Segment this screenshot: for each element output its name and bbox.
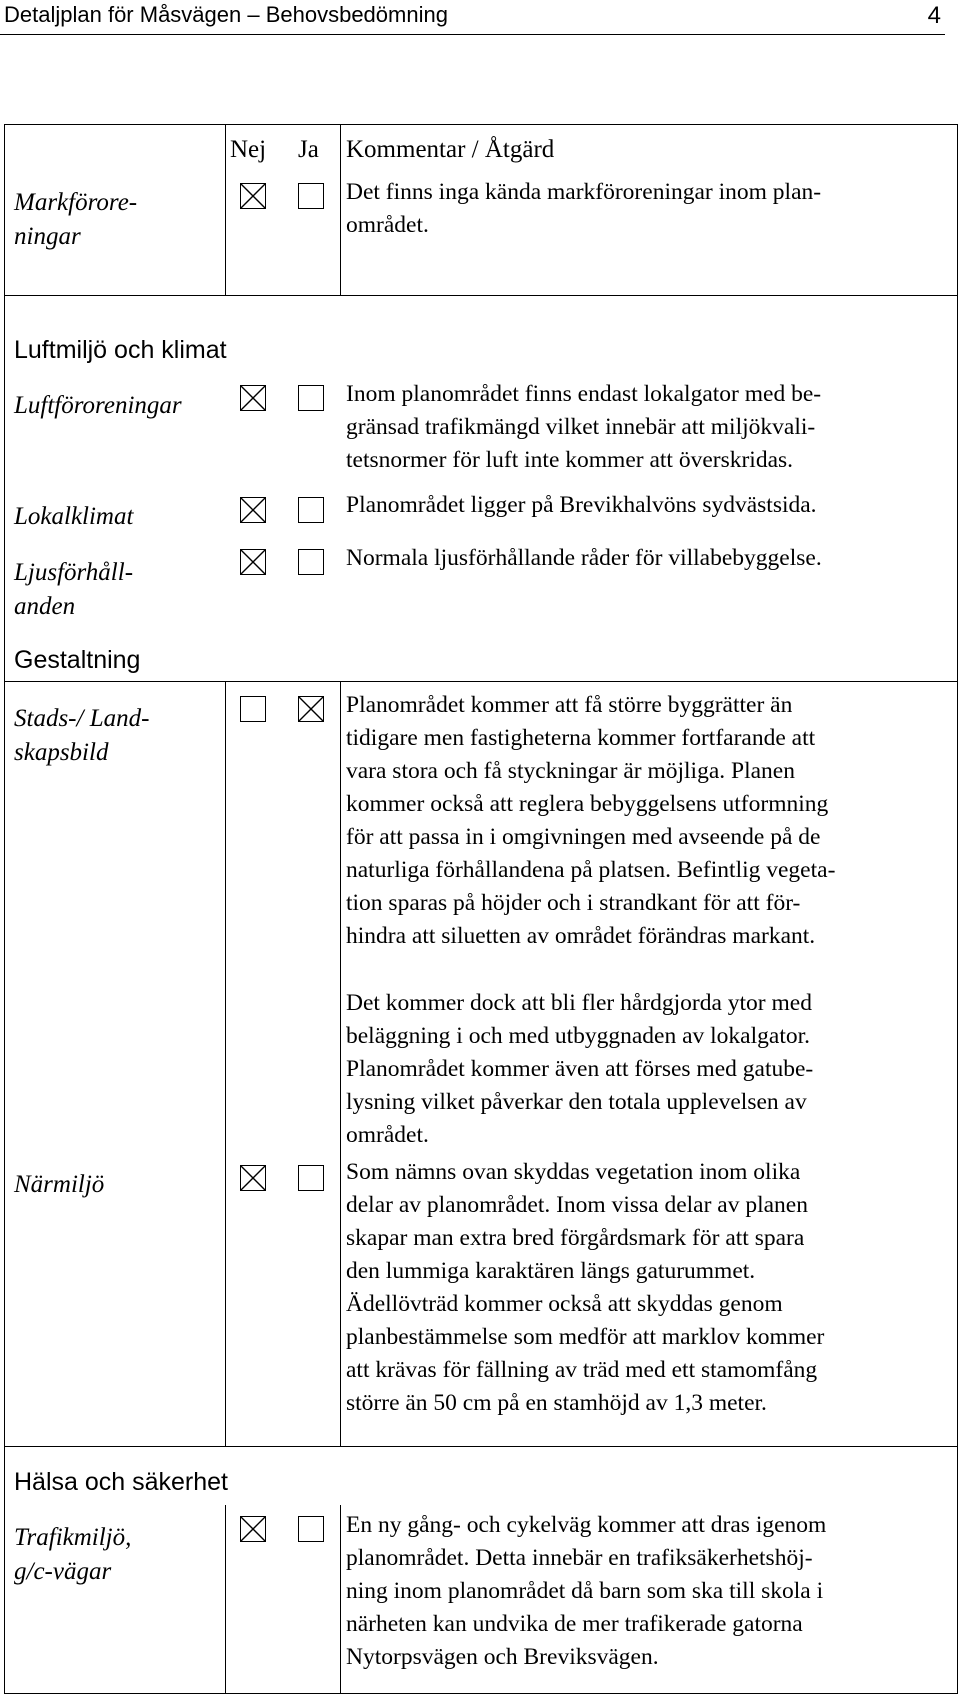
section-heading-halsa: Hälsa och säkerhet xyxy=(14,1468,229,1496)
row-divider xyxy=(4,1446,958,1447)
checkbox-nej[interactable] xyxy=(240,696,266,722)
column-divider-comment xyxy=(340,124,341,295)
column-divider xyxy=(225,681,226,1446)
check-x-icon xyxy=(299,697,323,721)
check-x-icon xyxy=(241,1517,265,1541)
comment-markfororeningar: Det finns inga kända markföroreningar inom plan- området. xyxy=(346,179,822,238)
check-x-icon xyxy=(241,498,265,522)
checkbox-nej[interactable] xyxy=(240,1165,266,1191)
checkbox-nej[interactable] xyxy=(240,497,266,523)
row-label-markfororeningar: Markförore- ningar xyxy=(14,189,138,250)
comment-luftfororeningar: Inom planområdet finns endast lokalgator med be- gränsad trafikmängd vilket innebär att miljökvali- tetsnormer för luft inte kommer att överskridas. xyxy=(346,381,822,473)
row-divider xyxy=(4,295,958,296)
section-heading-gestaltning: Gestaltning xyxy=(14,646,141,674)
checkbox-ja[interactable] xyxy=(298,385,324,411)
row-label-ljusforhallanden: Ljusförhåll- anden xyxy=(14,559,134,620)
row-label-trafikmiljo: Trafikmiljö, g/c-vägar xyxy=(14,1524,132,1585)
section-heading-luftmiljo: Luftmiljö och klimat xyxy=(14,336,227,364)
column-divider-comment xyxy=(340,1505,341,1694)
checkbox-ja[interactable] xyxy=(298,183,324,209)
page-number: 4 xyxy=(927,2,941,29)
checkbox-ja[interactable] xyxy=(298,497,324,523)
checkbox-nej[interactable] xyxy=(240,1516,266,1542)
document-title: Detaljplan för Måsvägen – Behovsbedömning xyxy=(4,2,448,27)
checkbox-ja[interactable] xyxy=(298,696,324,722)
column-header-yes: Ja xyxy=(298,136,319,163)
column-header-no: Nej xyxy=(230,136,267,163)
comment-narmiljo: Som nämns ovan skyddas vegetation inom olika delar av planområdet. Inom vissa delar av planen skapar man extra bred förgårdsmark för att spara den lummiga karaktären längs gaturummet. Ädellövträd kommer också att skyddas genom planbestämmelse som medför att marklov kommer att krävas för fällning av träd med ett stamomfång större än 50 cm på en stamhöjd av 1,3 meter. xyxy=(346,1159,825,1416)
checkbox-ja[interactable] xyxy=(298,549,324,575)
check-x-icon xyxy=(241,386,265,410)
checkbox-ja[interactable] xyxy=(298,1516,324,1542)
row-divider xyxy=(4,681,958,682)
column-divider xyxy=(225,124,226,295)
comment-stads-landskapsbild-2: Det kommer dock att bli fler hårdgjorda ytor med beläggning i och med utbyggnaden av lokalgator. Planområdet kommer även att förses med gatube- lysning vilket påverkar den totala upplevelsen av området. xyxy=(346,990,814,1148)
comment-trafikmiljo: En ny gång- och cykelväg kommer att dras igenom planområdet. Detta innebär en trafiksäkerhetshöj- ning inom planområdet då barn som ska till skola i närheten kan undvika de mer trafikerade gatorna Nytorpsvägen och Breviksvägen. xyxy=(346,1512,827,1670)
check-x-icon xyxy=(241,550,265,574)
comment-ljusforhallanden: Normala ljusförhållande råder för villabebyggelse. xyxy=(346,545,822,571)
checkbox-nej[interactable] xyxy=(240,385,266,411)
comment-stads-landskapsbild: Planområdet kommer att få större byggrätter än tidigare men fastigheterna kommer fortfarande att vara stora och få styckningar är möjliga. Planen kommer också att reglera bebyggelsens utformning för att passa in i omgivningen med avseende på de naturliga förhållandena på platsen. Befintlig vegeta- tion sparas på höjder och i strandkant för att för- hindra att siluetten av området förändras markant. xyxy=(346,692,836,949)
comment-lokalklimat: Planområdet ligger på Brevikhalvöns sydvästsida. xyxy=(346,492,817,518)
column-divider-comment xyxy=(340,681,341,1446)
row-label-narmiljo: Närmiljö xyxy=(14,1171,105,1198)
page-header xyxy=(0,0,945,35)
check-x-icon xyxy=(241,184,265,208)
checkbox-nej[interactable] xyxy=(240,183,266,209)
column-header-comment: Kommentar / Åtgärd xyxy=(346,136,555,163)
column-divider xyxy=(225,1505,226,1694)
row-label-stads-landskapsbild: Stads-/ Land- skapsbild xyxy=(14,705,150,766)
checkbox-nej[interactable] xyxy=(240,549,266,575)
check-x-icon xyxy=(241,1166,265,1190)
row-label-lokalklimat: Lokalklimat xyxy=(14,503,134,530)
checkbox-ja[interactable] xyxy=(298,1165,324,1191)
row-label-luftfororeningar: Luftföroreningar xyxy=(14,392,182,419)
